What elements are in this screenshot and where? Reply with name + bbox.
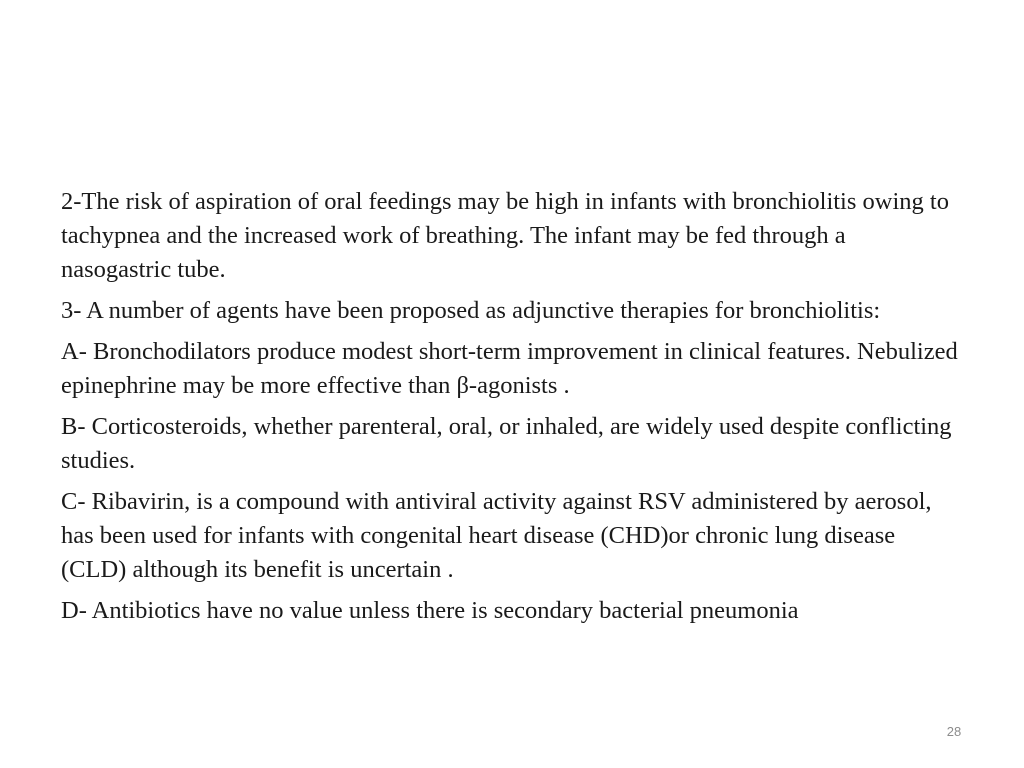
- page-number: 28: [946, 724, 962, 739]
- paragraph-antibiotics: D- Antibiotics have no value unless there is secondary bacterial pneumonia: [61, 597, 799, 624]
- paragraph-feeding-risk: 2-The risk of aspiration of oral feedings may be high in infants with bronchiolitis owing to tachypnea and the increased work of breathing. The infant may be fed through a nasogastric tube.: [61, 188, 949, 283]
- slide-body: [61, 185, 961, 635]
- paragraph-corticosteroids: B- Corticosteroids, whether parenteral, oral, or inhaled, are widely used despite conflicting studies.: [61, 413, 952, 474]
- paragraph-adjunctive-therapies: 3- A number of agents have been proposed as adjunctive therapies for bronchiolitis:: [61, 297, 881, 324]
- paragraph-bronchodilators: A- Bronchodilators produce modest short-term improvement in clinical features. Nebulized epinephrine may be more effective than β-agonists .: [61, 338, 958, 399]
- paragraph-ribavirin: C- Ribavirin, is a compound with antiviral activity against RSV administered by aerosol, has been used for infants with congenital heart disease (CHD)or chronic lung disease (CLD) although its benefit is uncertain .: [61, 488, 932, 583]
